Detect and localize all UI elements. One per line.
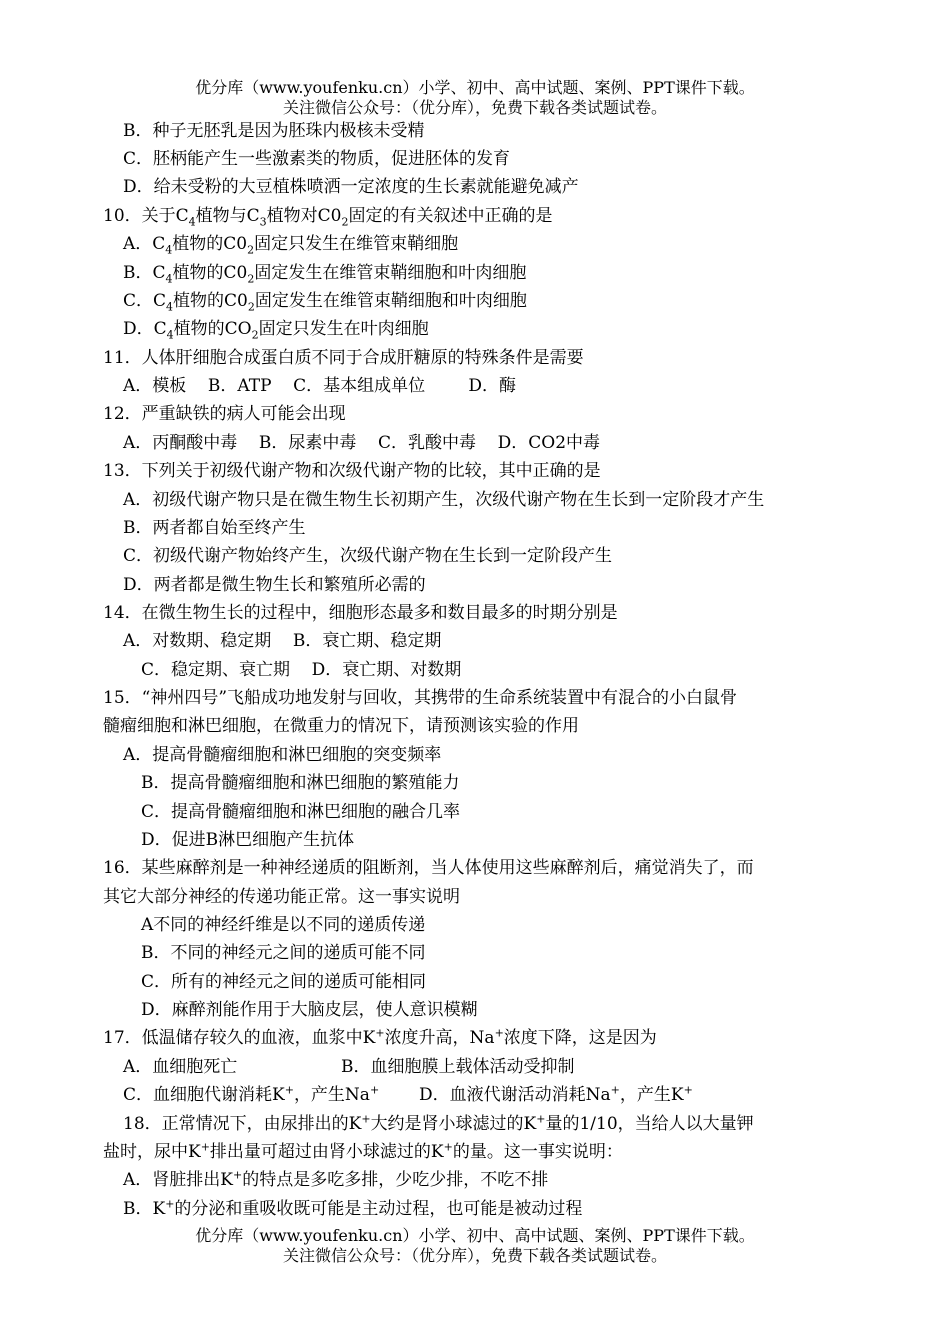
- q9-option-d: D．给未受粉的大豆植株喷洒一定浓度的生长素就能避免减产: [123, 177, 579, 197]
- q15-stem-line-1: 15．“神州四号”飞船成功地发射与回收，其携带的生命系统装置中有混合的小白鼠骨: [103, 688, 738, 708]
- q9-option-c: C．胚柄能产生一些激素类的物质，促进胚体的发育: [123, 149, 511, 169]
- q10-option-c: C．$C_4$植物的$C0_2$固定发生在维管束鞘细胞和叶肉细胞: [123, 291, 527, 314]
- q13-option-b: B．两者都自始至终产生: [123, 518, 306, 538]
- q12-options: A．丙酮酸中毒 B．尿素中毒 C．乳酸中毒 D．CO2中毒: [123, 433, 601, 453]
- q18-stem-line-1: 18．正常情况下，由尿排出的K+大约是肾小球滤过的K+量的1/10，当给人以大量钾: [123, 1112, 754, 1134]
- q10-option-d: D．$C_4$植物的$CO_2$固定只发生在叶肉细胞: [123, 319, 429, 342]
- q15-option-a: A．提高骨髓瘤细胞和淋巴细胞的突变频率: [123, 745, 442, 765]
- q17-option-b: B．血细胞膜上载体活动受抑制: [341, 1057, 575, 1077]
- q16-stem-line-2: 其它大部分神经的传递功能正常。这一事实说明: [103, 887, 460, 907]
- q17-option-d: D．血液代谢活动消耗Na+，产生K+: [419, 1083, 693, 1105]
- q13-option-c: C．初级代谢产物始终产生，次级代谢产物在生长到一定阶段产生: [123, 546, 613, 566]
- q9-option-b: B．种子无胚乳是因为胚珠内极核未受精: [123, 121, 425, 141]
- q13-option-d: D．两者都是微生物生长和繁殖所必需的: [123, 575, 426, 595]
- q10-option-a: A．$C_4$植物的$C0_2$固定只发生在维管束鞘细胞: [123, 234, 459, 257]
- q13-option-a: A．初级代谢产物只是在微生物生长初期产生，次级代谢产物在生长到一定阶段才产生: [123, 490, 765, 510]
- q14-stem: 14．在微生物生长的过程中，细胞形态最多和数目最多的时期分别是: [103, 603, 618, 623]
- q16-option-d: D．麻醉剂能作用于大脑皮层，使人意识模糊: [141, 1000, 478, 1020]
- q14-options-ab: A．对数期、稳定期 B．衰亡期、稳定期: [123, 631, 442, 651]
- q16-option-a: A不同的神经纤维是以不同的递质传递: [141, 915, 426, 935]
- q16-option-c: C．所有的神经元之间的递质可能相同: [141, 972, 427, 992]
- q12-stem: 12．严重缺铁的病人可能会出现: [103, 404, 346, 424]
- q15-option-d: D．促进B淋巴细胞产生抗体: [141, 830, 355, 850]
- q11-stem: 11．人体肝细胞合成蛋白质不同于合成肝糖原的特殊条件是需要: [103, 348, 584, 368]
- q16-stem-line-1: 16．某些麻醉剂是一种神经递质的阻断剂，当人体使用这些麻醉剂后，痛觉消失了，而: [103, 858, 754, 878]
- q10-stem: 10．关于$C_4$植物与$C_3$植物对$C0_2$固定的有关叙述中正确的是: [103, 206, 553, 229]
- q16-option-b: B．不同的神经元之间的递质可能不同: [141, 943, 426, 963]
- header-line-2: 关注微信公众号：（优分库），免费下载各类试题试卷。: [282, 98, 667, 117]
- footer-line-2: 关注微信公众号：（优分库），免费下载各类试题试卷。: [282, 1246, 667, 1265]
- q15-option-c: C．提高骨髓瘤细胞和淋巴细胞的融合几率: [141, 802, 461, 822]
- q18-stem-line-2: 盐时，尿中K+排出量可超过由肾小球滤过的K+的量。这一事实说明：: [103, 1140, 623, 1162]
- q14-options-cd: C．稳定期、衰亡期 D．衰亡期、对数期: [141, 660, 462, 680]
- q10-option-b: B．$C_4$植物的$C0_2$固定发生在维管束鞘细胞和叶肉细胞: [123, 263, 527, 286]
- q18-option-b: B．K+的分泌和重吸收既可能是主动过程，也可能是被动过程: [123, 1197, 583, 1219]
- q11-options: A．模板 B．ATP C．基本组成单位 D．酶: [123, 376, 516, 396]
- header-line-1: 优分库（www.youfenku.cn）小学、初中、高中试题、案例、PPT课件下载。: [195, 78, 755, 97]
- q15-stem-line-2: 髓瘤细胞和淋巴细胞，在微重力的情况下，请预测该实验的作用: [103, 716, 579, 736]
- q17-stem: 17．低温储存较久的血液，血浆中K+浓度升高，Na+浓度下降，这是因为: [103, 1026, 657, 1048]
- q17-option-c: C．血细胞代谢消耗K+，产生Na+: [123, 1083, 380, 1105]
- q17-option-a: A．血细胞死亡: [123, 1057, 238, 1077]
- q18-option-a: A．肾脏排出K+的特点是多吃多排，少吃少排，不吃不排: [123, 1168, 549, 1190]
- q15-option-b: B．提高骨髓瘤细胞和淋巴细胞的繁殖能力: [141, 773, 460, 793]
- footer-line-1: 优分库（www.youfenku.cn）小学、初中、高中试题、案例、PPT课件下载。: [195, 1226, 755, 1245]
- q13-stem: 13．下列关于初级代谢产物和次级代谢产物的比较，其中正确的是: [103, 461, 601, 481]
